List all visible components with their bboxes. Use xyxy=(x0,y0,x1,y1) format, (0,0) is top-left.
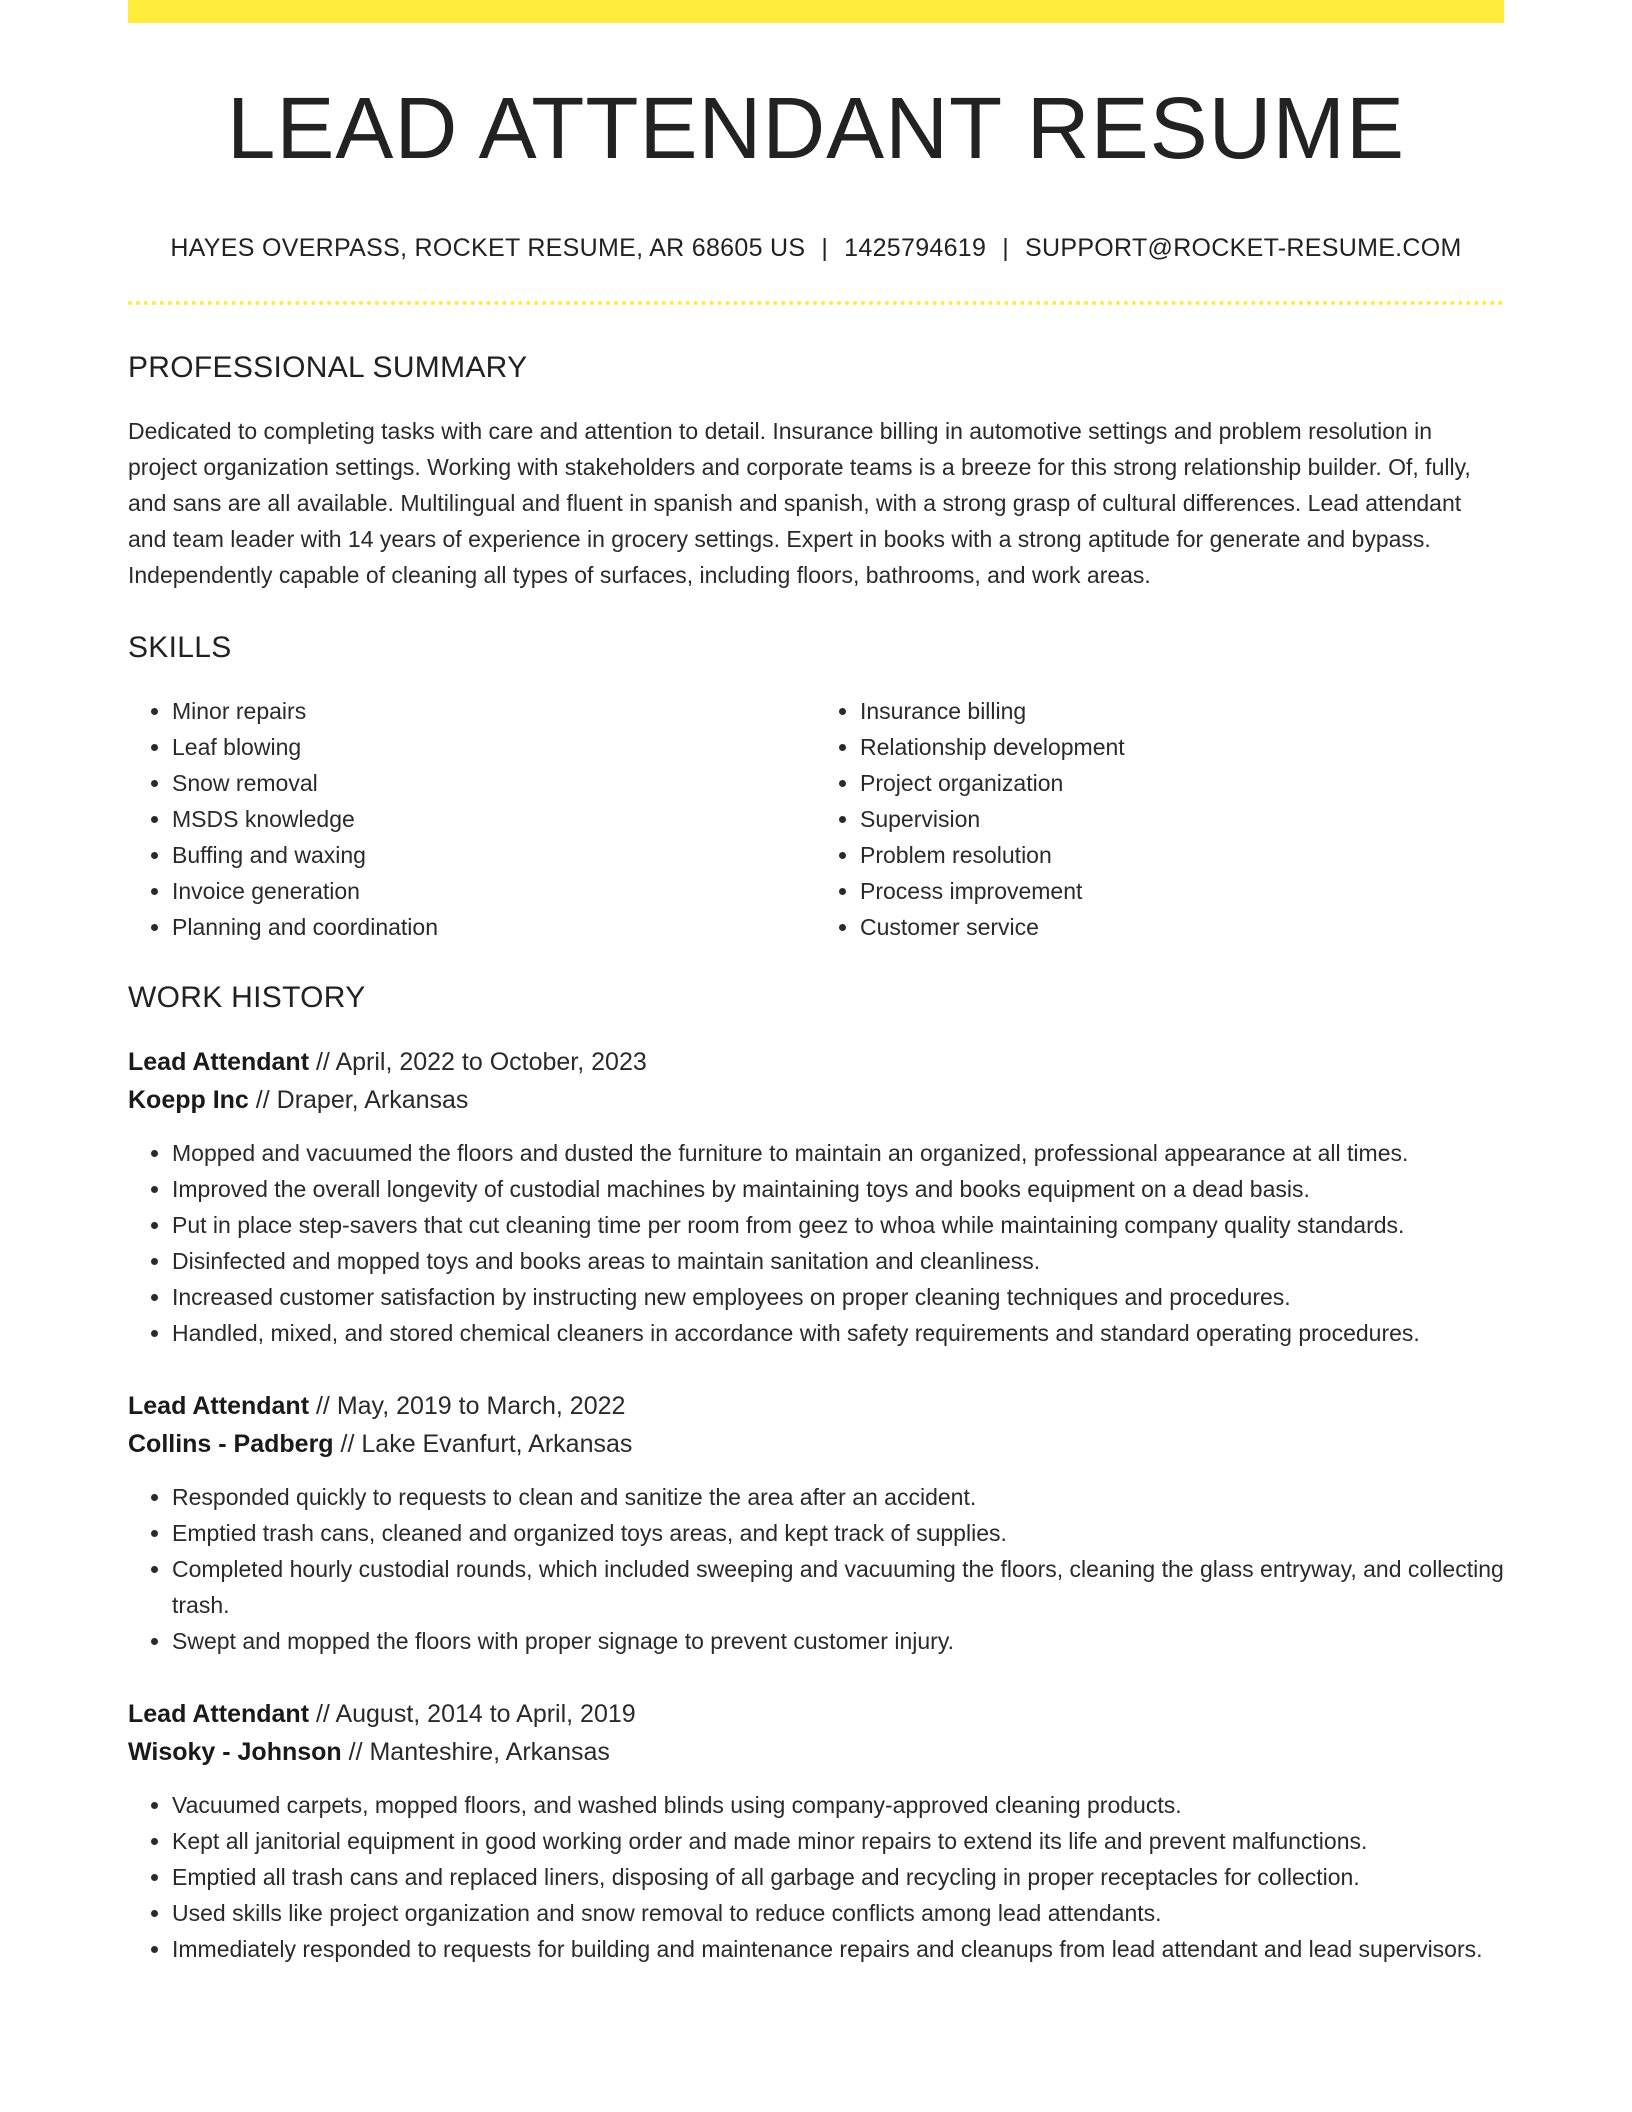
job-title-line xyxy=(128,1695,1504,1733)
job-company: Collins - Padberg xyxy=(128,1430,334,1458)
skills-heading: SKILLS xyxy=(128,631,232,664)
job-bullet: • Immediately responded to requests for building and maintenance repairs and cleanups from lead attendant and lead supervisors. xyxy=(172,1931,1504,1967)
job-bullet: • Responded quickly to requests to clean and sanitize the area after an accident. xyxy=(172,1479,1504,1515)
summary-heading: PROFESSIONAL SUMMARY xyxy=(128,351,528,384)
job-entry xyxy=(128,1387,1504,1659)
job-bullets xyxy=(128,1479,1504,1659)
job-entry xyxy=(128,1043,1504,1351)
job-location: Draper, Arkansas xyxy=(276,1086,469,1114)
accent-bar xyxy=(128,0,1504,23)
skill-item: • Supervision xyxy=(860,801,1504,837)
job-company-line xyxy=(128,1081,1504,1119)
skills-column-right xyxy=(816,693,1504,945)
job-location: Lake Evanfurt, Arkansas xyxy=(361,1430,633,1458)
header-divider xyxy=(128,301,1504,305)
skill-item: • Snow removal xyxy=(172,765,816,801)
job-dates: May, 2019 to March, 2022 xyxy=(336,1392,626,1420)
job-bullet: • Emptied trash cans, cleaned and organized toys areas, and kept track of supplies. xyxy=(172,1515,1504,1551)
contact-address: HAYES OVERPASS, ROCKET RESUME, AR 68605 US xyxy=(170,234,806,262)
resume-title: LEAD ATTENDANT RESUME xyxy=(227,80,1405,177)
job-delimiter: // xyxy=(333,1430,362,1458)
job-title-line xyxy=(128,1387,1504,1425)
contact-separator: | xyxy=(821,234,829,262)
skill-item: • Leaf blowing xyxy=(172,729,816,765)
skill-item: • Insurance billing xyxy=(860,693,1504,729)
job-bullet: • Mopped and vacuumed the floors and dusted the furniture to maintain an organized, professional appearance at all times. xyxy=(172,1135,1504,1171)
job-company-line xyxy=(128,1733,1504,1771)
job-bullets xyxy=(128,1135,1504,1351)
job-title-line xyxy=(128,1043,1504,1081)
job-bullets xyxy=(128,1787,1504,1967)
skill-item: • MSDS knowledge xyxy=(172,801,816,837)
job-bullet: • Increased customer satisfaction by instructing new employees on proper cleaning techniques and procedures. xyxy=(172,1279,1504,1315)
skill-item: • Problem resolution xyxy=(860,837,1504,873)
job-delimiter: // xyxy=(248,1086,277,1114)
skill-item: • Relationship development xyxy=(860,729,1504,765)
job-company: Wisoky - Johnson xyxy=(128,1738,342,1766)
job-bullet: • Improved the overall longevity of custodial machines by maintaining toys and books equipment on a dead basis. xyxy=(172,1171,1504,1207)
job-delimiter: // xyxy=(309,1392,337,1420)
contact-email: SUPPORT@ROCKET-RESUME.COM xyxy=(1025,234,1462,262)
contact-line xyxy=(128,236,1504,261)
job-delimiter: // xyxy=(309,1700,336,1728)
job-delimiter: // xyxy=(309,1048,336,1076)
job-bullet: • Emptied all trash cans and replaced liners, disposing of all garbage and recycling in proper receptacles for collection. xyxy=(172,1859,1504,1895)
job-company: Koepp Inc xyxy=(128,1086,249,1114)
job-entry xyxy=(128,1695,1504,1967)
contact-phone: 1425794619 xyxy=(844,234,987,262)
job-bullet: • Used skills like project organization and snow removal to reduce conflicts among lead attendants. xyxy=(172,1895,1504,1931)
job-bullet: • Handled, mixed, and stored chemical cleaners in accordance with safety requirements and standard operating procedures. xyxy=(172,1315,1504,1351)
job-bullet: • Swept and mopped the floors with proper signage to prevent customer injury. xyxy=(172,1623,1504,1659)
job-delimiter: // xyxy=(341,1738,370,1766)
job-bullet: • Completed hourly custodial rounds, which included sweeping and vacuuming the floors, cleaning the glass entryway, and collecting trash. xyxy=(172,1551,1504,1623)
job-bullet: • Put in place step-savers that cut cleaning time per room from geez to whoa while maintaining company quality standards. xyxy=(172,1207,1504,1243)
job-role: Lead Attendant xyxy=(128,1048,310,1076)
job-role: Lead Attendant xyxy=(128,1392,310,1420)
skill-item: • Minor repairs xyxy=(172,693,816,729)
skills-grid xyxy=(128,693,1504,945)
skill-item: • Project organization xyxy=(860,765,1504,801)
skill-item: • Invoice generation xyxy=(172,873,816,909)
skills-column-left xyxy=(128,693,816,945)
work-history-heading: WORK HISTORY xyxy=(128,981,366,1014)
skill-item: • Buffing and waxing xyxy=(172,837,816,873)
job-bullet: • Vacuumed carpets, mopped floors, and washed blinds using company-approved cleaning products. xyxy=(172,1787,1504,1823)
contact-separator: | xyxy=(1002,234,1010,262)
skill-item: • Planning and coordination xyxy=(172,909,816,945)
job-company-line xyxy=(128,1425,1504,1463)
skill-item: • Customer service xyxy=(860,909,1504,945)
job-bullet: • Kept all janitorial equipment in good working order and made minor repairs to extend its life and prevent malfunctions. xyxy=(172,1823,1504,1859)
resume-page xyxy=(128,0,1504,1967)
summary-text: Dedicated to completing tasks with care and attention to detail. Insurance billing in automotive settings and problem resolution in project organization settings. Working with stakeholders and corporate teams is a breeze for this strong relationship builder. Of, fully, and sans are all available. Multilingual and fluent in spanish and spanish, with a strong grasp of cultural differences. Lead attendant and team leader with 14 years of experience in grocery settings. Expert in books with a strong aptitude for generate and bypass. Independently capable of cleaning all types of surfaces, including floors, bathrooms, and work areas. xyxy=(128,418,1471,588)
job-location: Manteshire, Arkansas xyxy=(369,1738,610,1766)
job-role: Lead Attendant xyxy=(128,1700,310,1728)
job-dates: August, 2014 to April, 2019 xyxy=(335,1700,636,1728)
skill-item: • Process improvement xyxy=(860,873,1504,909)
job-bullet: • Disinfected and mopped toys and books areas to maintain sanitation and cleanliness. xyxy=(172,1243,1504,1279)
job-dates: April, 2022 to October, 2023 xyxy=(335,1048,647,1076)
